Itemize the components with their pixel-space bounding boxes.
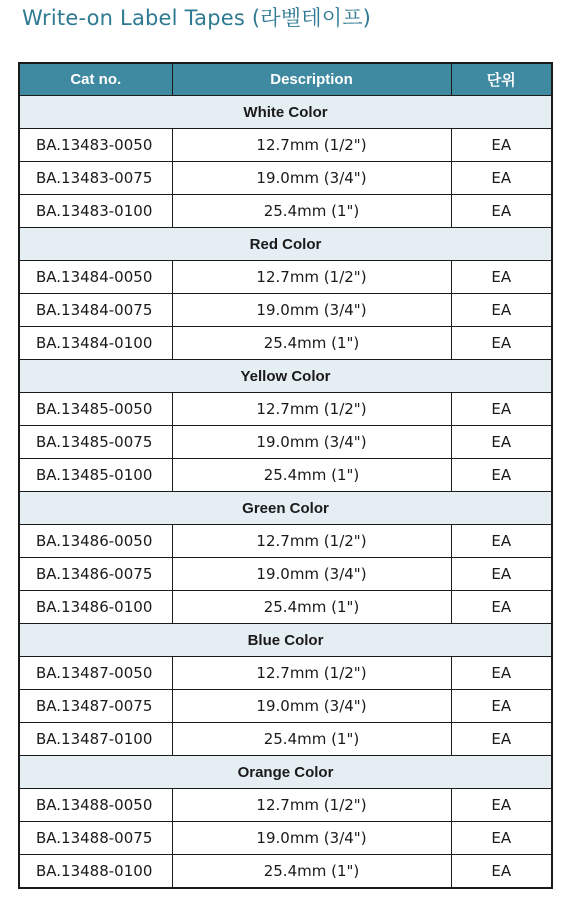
- table-row: [19, 294, 552, 327]
- table-body: [19, 96, 552, 889]
- cat-no-cell: BA.13484-0075: [19, 294, 172, 327]
- unit-cell: EA: [451, 195, 552, 228]
- description-cell: 12.7mm (1/2"): [172, 393, 451, 426]
- cat-no-cell: BA.13487-0100: [19, 723, 172, 756]
- group-header-row: [19, 624, 552, 657]
- table-row: [19, 657, 552, 690]
- description-cell: 25.4mm (1"): [172, 327, 451, 360]
- group-header-row: [19, 96, 552, 129]
- cat-no-cell: BA.13487-0050: [19, 657, 172, 690]
- unit-cell: EA: [451, 657, 552, 690]
- description-cell: 19.0mm (3/4"): [172, 162, 451, 195]
- table-row: [19, 855, 552, 889]
- table-row: [19, 690, 552, 723]
- description-cell: 19.0mm (3/4"): [172, 426, 451, 459]
- description-cell: 19.0mm (3/4"): [172, 294, 451, 327]
- unit-cell: EA: [451, 789, 552, 822]
- table-header-row: [19, 63, 552, 96]
- cat-no-cell: BA.13488-0100: [19, 855, 172, 889]
- header-cat-no: Cat no.: [19, 63, 172, 96]
- cat-no-cell: BA.13487-0075: [19, 690, 172, 723]
- unit-cell: EA: [451, 261, 552, 294]
- cat-no-cell: BA.13486-0100: [19, 591, 172, 624]
- description-cell: 19.0mm (3/4"): [172, 558, 451, 591]
- description-cell: 19.0mm (3/4"): [172, 690, 451, 723]
- table-row: [19, 129, 552, 162]
- header-description: Description: [172, 63, 451, 96]
- group-header-row: [19, 756, 552, 789]
- cat-no-cell: BA.13483-0100: [19, 195, 172, 228]
- table-row: [19, 558, 552, 591]
- unit-cell: EA: [451, 327, 552, 360]
- description-cell: 25.4mm (1"): [172, 591, 451, 624]
- description-cell: 12.7mm (1/2"): [172, 657, 451, 690]
- unit-cell: EA: [451, 822, 552, 855]
- group-title: Red Color: [19, 228, 552, 261]
- table-row: [19, 327, 552, 360]
- cat-no-cell: BA.13488-0050: [19, 789, 172, 822]
- table-row: [19, 822, 552, 855]
- cat-no-cell: BA.13485-0075: [19, 426, 172, 459]
- unit-cell: EA: [451, 129, 552, 162]
- cat-no-cell: BA.13484-0100: [19, 327, 172, 360]
- product-table: [18, 62, 553, 889]
- description-cell: 12.7mm (1/2"): [172, 129, 451, 162]
- unit-cell: EA: [451, 558, 552, 591]
- table-row: [19, 459, 552, 492]
- page-title: Write-on Label Tapes (라벨테이프): [22, 6, 372, 30]
- description-cell: 12.7mm (1/2"): [172, 789, 451, 822]
- cat-no-cell: BA.13483-0050: [19, 129, 172, 162]
- table-row: [19, 162, 552, 195]
- cat-no-cell: BA.13486-0050: [19, 525, 172, 558]
- group-title: White Color: [19, 96, 552, 129]
- unit-cell: EA: [451, 525, 552, 558]
- group-header-row: [19, 228, 552, 261]
- table-row: [19, 426, 552, 459]
- header-unit: 단위: [451, 63, 552, 96]
- table-row: [19, 261, 552, 294]
- table-row: [19, 195, 552, 228]
- description-cell: 25.4mm (1"): [172, 855, 451, 889]
- table-row: [19, 393, 552, 426]
- group-title: Yellow Color: [19, 360, 552, 393]
- unit-cell: EA: [451, 855, 552, 889]
- group-title: Green Color: [19, 492, 552, 525]
- description-cell: 25.4mm (1"): [172, 723, 451, 756]
- unit-cell: EA: [451, 690, 552, 723]
- group-header-row: [19, 360, 552, 393]
- product-table-container: [18, 62, 551, 889]
- table-row: [19, 789, 552, 822]
- cat-no-cell: BA.13485-0100: [19, 459, 172, 492]
- cat-no-cell: BA.13488-0075: [19, 822, 172, 855]
- table-row: [19, 591, 552, 624]
- group-title: Orange Color: [19, 756, 552, 789]
- description-cell: 25.4mm (1"): [172, 459, 451, 492]
- unit-cell: EA: [451, 162, 552, 195]
- description-cell: 19.0mm (3/4"): [172, 822, 451, 855]
- description-cell: 12.7mm (1/2"): [172, 525, 451, 558]
- unit-cell: EA: [451, 393, 552, 426]
- unit-cell: EA: [451, 723, 552, 756]
- unit-cell: EA: [451, 426, 552, 459]
- cat-no-cell: BA.13484-0050: [19, 261, 172, 294]
- table-row: [19, 723, 552, 756]
- group-header-row: [19, 492, 552, 525]
- cat-no-cell: BA.13483-0075: [19, 162, 172, 195]
- cat-no-cell: BA.13486-0075: [19, 558, 172, 591]
- unit-cell: EA: [451, 459, 552, 492]
- cat-no-cell: BA.13485-0050: [19, 393, 172, 426]
- group-title: Blue Color: [19, 624, 552, 657]
- description-cell: 25.4mm (1"): [172, 195, 451, 228]
- description-cell: 12.7mm (1/2"): [172, 261, 451, 294]
- table-row: [19, 525, 552, 558]
- unit-cell: EA: [451, 294, 552, 327]
- unit-cell: EA: [451, 591, 552, 624]
